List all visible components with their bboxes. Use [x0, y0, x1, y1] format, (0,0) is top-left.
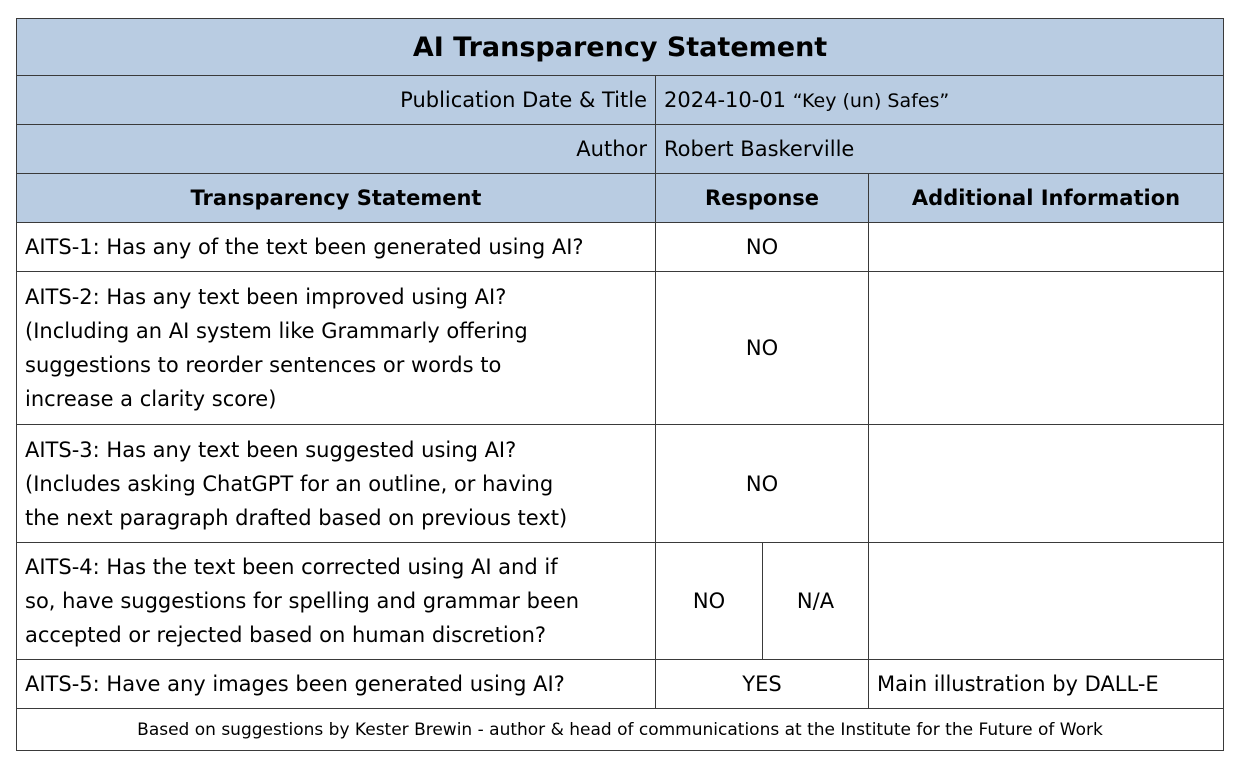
statement-line: accepted or rejected based on human discretion? [25, 623, 547, 647]
statement-line: suggestions to reorder sentences or words to [25, 353, 502, 377]
table-row [17, 272, 1224, 425]
response-cell: NO [656, 425, 869, 543]
response-cell: YES [656, 660, 869, 709]
statement-line: AITS-2: Has any text been improved using AI? [25, 285, 507, 309]
transparency-table [16, 18, 1224, 751]
table-row [17, 425, 1224, 543]
table-row [17, 543, 1224, 660]
statement-line: so, have suggestions for spelling and grammar been [25, 589, 580, 613]
statement-line: AITS-3: Has any text been suggested using AI? [25, 437, 517, 462]
publication-date: 2024-10-01 [664, 88, 787, 112]
col-header-response: Response [656, 174, 869, 223]
response-cell-secondary: N/A [763, 543, 869, 660]
author-value: Robert Baskerville [656, 125, 1224, 174]
publication-title: “Key (un) Safes” [792, 90, 950, 112]
info-cell [869, 272, 1224, 425]
col-header-statement: Transparency Statement [17, 174, 656, 223]
info-cell [869, 223, 1224, 272]
title-row [17, 19, 1224, 76]
statement-cell [17, 223, 656, 272]
statement-line: (Including an AI system like Grammarly offering [25, 319, 528, 343]
statement-line: AITS-5: Have any images been generated using AI? [25, 672, 565, 696]
footer-note: Based on suggestions by Kester Brewin - author & head of communications at the Institute for the Future of Work [17, 709, 1224, 751]
response-cell: NO [656, 543, 763, 660]
author-row [17, 125, 1224, 174]
author-label: Author [17, 125, 656, 174]
column-header-row [17, 174, 1224, 223]
publication-value [656, 76, 1224, 125]
info-cell [869, 425, 1224, 543]
response-cell: NO [656, 272, 869, 425]
statement-line: AITS-4: Has the text been corrected using AI and if [25, 555, 558, 579]
table-title: AI Transparency Statement [17, 19, 1224, 76]
publication-row [17, 76, 1224, 125]
col-header-info: Additional Information [869, 174, 1224, 223]
statement-cell [17, 543, 656, 660]
statement-cell [17, 425, 656, 543]
statement-line: increase a clarity score) [25, 387, 277, 411]
statement-line: (Includes asking ChatGPT for an outline, or having [25, 471, 554, 496]
info-cell: Main illustration by DALL-E [869, 660, 1224, 709]
statement-cell [17, 660, 656, 709]
info-cell [869, 543, 1224, 660]
footer-row [17, 709, 1224, 751]
table-row [17, 223, 1224, 272]
table-row [17, 660, 1224, 709]
statement-cell [17, 272, 656, 425]
statement-line: the next paragraph drafted based on previous text) [25, 505, 568, 530]
response-cell: NO [656, 223, 869, 272]
statement-line: AITS-1: Has any of the text been generated using AI? [25, 235, 584, 259]
publication-label: Publication Date & Title [17, 76, 656, 125]
